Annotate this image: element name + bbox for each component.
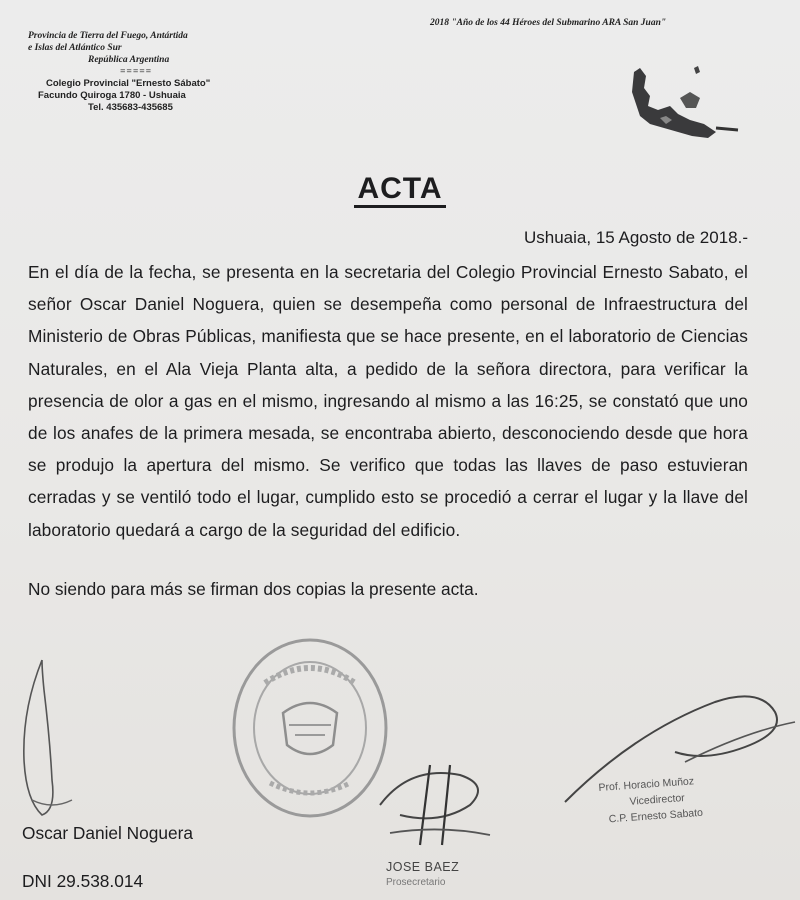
munoz-stamp — [598, 773, 703, 828]
signer-name: Oscar Daniel Noguera — [22, 823, 193, 843]
document-date: Ushuaia, 15 Agosto de 2018.- — [524, 228, 748, 247]
province-line-3: República Argentina — [88, 55, 170, 65]
noguera-signature — [12, 650, 92, 840]
school-name: Colegio Provincial "Ernesto Sábato" — [46, 78, 211, 89]
document-body: En el día de la fecha, se presenta en la secretaria del Colegio Provincial Ernesto Sabato, el señor Oscar Daniel Noguera, quien se desempeña como personal de Infraestructura del Ministerio de Obras Públicas, manifiesta que se hace presente, en el laboratorio de Ciencias Naturales, en el Ala Vieja Planta alta, a pedido de la señora directora, para verificar la presencia de olor a gas en el mismo, ingresando al mismo a las 16:25, se constató que uno de los anafes de la primera mesada, se encontraba abierto, desconociendo desde que hora se produjo la apertura del mismo. Se verifico que todas las llaves de paso estuvieran cerradas y se ventiló todo el lugar, cumplido esto se procedió a cerrar el lugar y la llave del laboratorio quedará a cargo de la seguridad del edificio. — [28, 262, 748, 540]
baez-signature — [360, 745, 520, 855]
baez-title: Prosecretario — [386, 877, 446, 888]
munoz-name: Prof. Horacio Muñoz — [598, 775, 695, 794]
school-phone: Tel. 435683-435685 — [88, 102, 173, 113]
letterhead-separator: ===== — [120, 67, 153, 77]
year-motto: 2018 "Año de los 44 Héroes del Submarino ARA San Juan" — [430, 18, 667, 28]
document-title — [0, 172, 800, 206]
munoz-role: Vicedirector — [629, 792, 686, 808]
province-line-2: e Islas del Atlántico Sur — [28, 43, 122, 53]
signer-dni: DNI 29.538.014 — [22, 871, 144, 891]
province-line-1: Provincia de Tierra del Fuego, Antártida — [28, 31, 188, 41]
document-title-text: ACTA — [354, 172, 445, 208]
letterhead — [28, 30, 288, 114]
munoz-institution: C.P. Ernesto Sabato — [608, 806, 704, 826]
school-address: Facundo Quiroga 1780 - Ushuaia — [38, 90, 186, 101]
document-closing: No siendo para más se firman dos copias la presente acta. — [28, 579, 479, 599]
island-map-emblem-icon — [620, 58, 750, 148]
baez-name: JOSE BAEZ — [386, 860, 460, 874]
